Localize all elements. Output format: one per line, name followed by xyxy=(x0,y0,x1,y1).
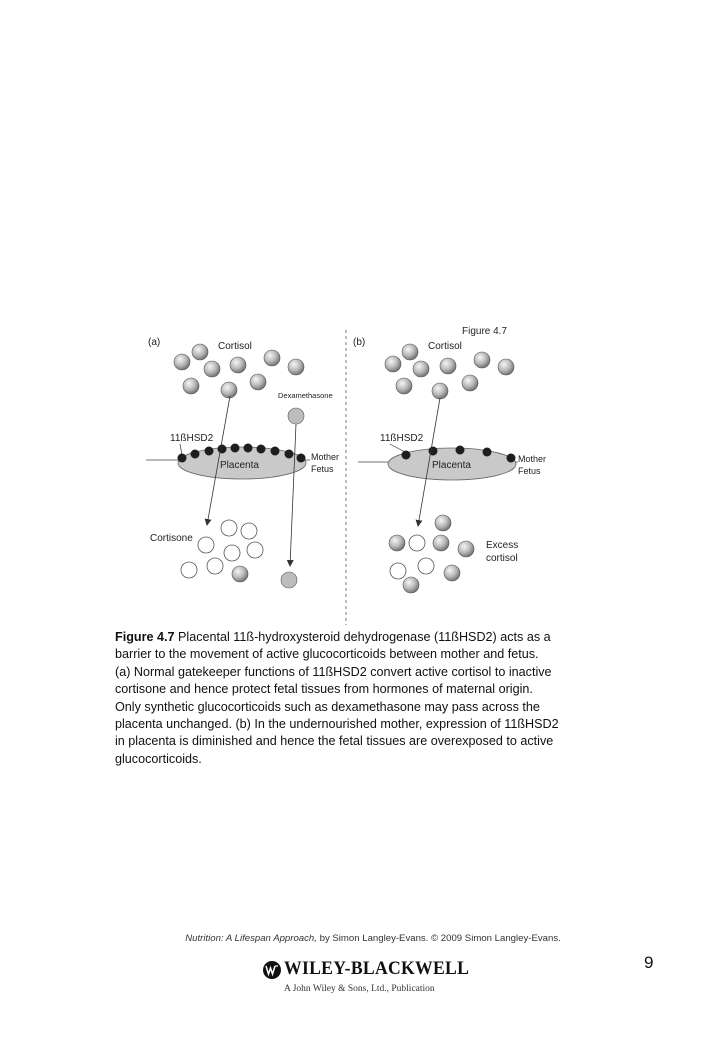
panel-a-cortisone-molecules xyxy=(181,520,263,582)
book-title: Nutrition: A Lifespan Approach, xyxy=(185,933,317,944)
panel-b-enzyme-label: 11ßHSD2 xyxy=(380,433,424,444)
enzyme-dot xyxy=(271,447,280,456)
cortisol-molecule xyxy=(433,535,449,551)
enzyme-pointer xyxy=(180,444,182,455)
panel-b-cortisol-molecules xyxy=(385,344,514,399)
dexamethasone-arrow xyxy=(290,424,296,566)
enzyme-dot xyxy=(429,447,438,456)
enzyme-dot xyxy=(402,451,411,460)
caption-line: (a) Normal gatekeeper functions of 11ßHSD2 convert active cortisol to inactive xyxy=(115,664,552,679)
panel-a-cortisone-label: Cortisone xyxy=(150,533,193,544)
cortisol-molecule xyxy=(440,358,456,374)
cortisol-molecule xyxy=(232,566,248,582)
cortisol-molecule xyxy=(183,378,199,394)
cortisone-molecule xyxy=(181,562,197,578)
cortisol-molecule xyxy=(385,356,401,372)
publisher-name: WILEY-BLACKWELL xyxy=(284,958,470,979)
enzyme-dot xyxy=(507,454,516,463)
citation-text: by Simon Langley-Evans. © 2009 Simon Langley-Evans. xyxy=(316,933,561,944)
cortisol-molecule xyxy=(413,361,429,377)
cortisone-molecule xyxy=(418,558,434,574)
cortisol-molecule xyxy=(474,352,490,368)
enzyme-dot xyxy=(483,448,492,457)
panel-b-placenta-label: Placenta xyxy=(432,460,471,471)
enzyme-dot xyxy=(231,444,240,453)
cortisone-molecule xyxy=(224,545,240,561)
caption-line xyxy=(115,629,595,646)
cortisol-molecule xyxy=(403,577,419,593)
enzyme-dot xyxy=(178,454,187,463)
cortisol-molecule xyxy=(264,350,280,366)
cortisol-molecule xyxy=(192,344,208,360)
cortisol-molecule xyxy=(288,359,304,375)
caption-figure-label: Figure 4.7 xyxy=(115,630,175,644)
dexamethasone-molecule xyxy=(281,572,297,588)
caption-line: in placenta is diminished and hence the fetal tissues are overexposed to active xyxy=(115,734,554,749)
figure-caption xyxy=(115,629,595,768)
cortisol-molecule xyxy=(435,515,451,531)
panel-a-dexamethasone-label: Dexamethasone xyxy=(278,391,333,400)
dexamethasone-molecule xyxy=(288,408,304,424)
enzyme-pointer xyxy=(390,444,405,452)
caption-line-text: Placental 11ß-hydroxysteroid dehydrogenase (11ßHSD2) acts as a xyxy=(174,630,551,644)
panel-b-fetus-label: Fetus xyxy=(518,466,541,476)
cortisol-molecule xyxy=(396,378,412,394)
enzyme-dot xyxy=(205,447,214,456)
panel-b-mother-label: Mother xyxy=(518,454,547,464)
caption-line: Only synthetic glucocorticoids such as dexamethasone may pass across the xyxy=(115,699,540,714)
caption-line: glucocorticoids. xyxy=(115,751,202,766)
panel-a-tag: (a) xyxy=(148,337,161,348)
cortisol-molecule xyxy=(250,374,266,390)
cortisol-molecule xyxy=(432,383,448,399)
enzyme-dot xyxy=(297,454,306,463)
cortisol-molecule xyxy=(204,361,220,377)
panel-a-fetus-label: Fetus xyxy=(311,464,334,474)
cortisone-molecule xyxy=(247,542,263,558)
enzyme-dot xyxy=(257,445,266,454)
caption-line: barrier to the movement of active glucocorticoids between mother and fetus. xyxy=(115,647,539,662)
cortisol-molecule xyxy=(462,375,478,391)
cortisol-molecule xyxy=(221,382,237,398)
panel-a-placenta-label: Placenta xyxy=(220,460,259,471)
cortisol-molecule xyxy=(458,541,474,557)
cortisone-molecule xyxy=(198,537,214,553)
panel-b-tag: (b) xyxy=(353,337,366,348)
book-citation xyxy=(0,933,720,944)
panel-b-cortisol-label: Cortisol xyxy=(428,341,462,352)
publisher-subline: A John Wiley & Sons, Ltd., Publication xyxy=(284,984,435,994)
panel-b-fetal-molecules xyxy=(389,515,474,593)
cortisone-molecule xyxy=(390,563,406,579)
cortisol-molecule xyxy=(402,344,418,360)
panel-a-mother-label: Mother xyxy=(311,452,340,462)
panel-a xyxy=(146,337,339,588)
enzyme-dot xyxy=(244,444,253,453)
cortisol-molecule xyxy=(230,357,246,373)
figure-label: Figure 4.7 xyxy=(462,326,508,337)
enzyme-dot xyxy=(456,446,465,455)
caption-line: placenta unchanged. (b) In the undernourished mother, expression of 11ßHSD2 xyxy=(115,717,559,732)
enzyme-dot xyxy=(218,445,227,454)
wiley-blackwell-emblem-icon xyxy=(262,960,282,980)
panel-a-enzyme-label: 11ßHSD2 xyxy=(170,433,214,444)
cortisone-molecule xyxy=(207,558,223,574)
cortisol-molecule xyxy=(498,359,514,375)
cortisol-molecule xyxy=(444,565,460,581)
cortisone-molecule xyxy=(409,535,425,551)
caption-line: cortisone and hence protect fetal tissues from hormones of maternal origin. xyxy=(115,682,533,697)
panel-a-cortisol-molecules xyxy=(174,344,304,398)
cortisone-molecule xyxy=(241,523,257,539)
cortisol-molecule xyxy=(389,535,405,551)
enzyme-dot xyxy=(191,450,200,459)
panel-a-cortisol-label: Cortisol xyxy=(218,341,252,352)
panel-b-excess-label-line2: cortisol xyxy=(486,553,518,564)
cortisone-molecule xyxy=(221,520,237,536)
page-number: 9 xyxy=(644,953,654,972)
panel-b xyxy=(353,326,546,593)
cortisol-molecule xyxy=(174,354,190,370)
panel-b-excess-label-line1: Excess xyxy=(486,540,519,551)
enzyme-dot xyxy=(285,450,294,459)
